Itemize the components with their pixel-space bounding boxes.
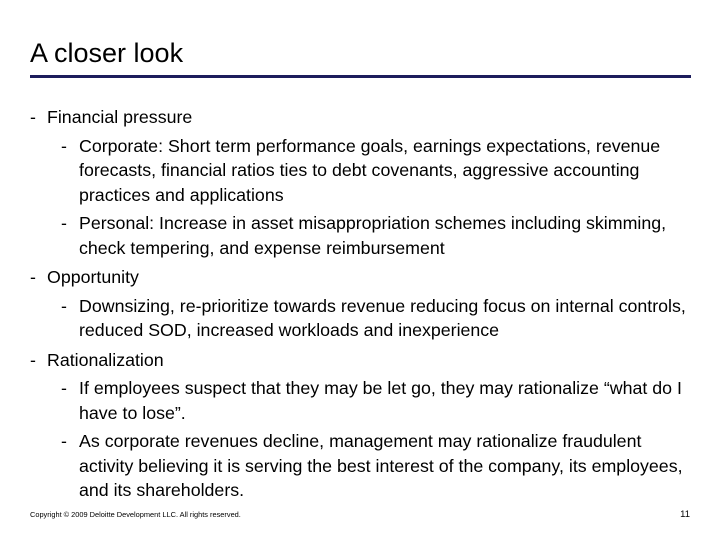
slide-title: A closer look [30, 38, 184, 68]
sub-bullet-employees [30, 376, 695, 425]
title-underline [30, 75, 691, 78]
bullet-text: Downsizing, re-prioritize towards revenue reducing focus on internal controls, reduced SOD, increased workloads and inexperience [79, 295, 686, 340]
bullet-dash: - [61, 378, 67, 398]
sub-bullet-downsizing [30, 294, 695, 343]
bullet-text: Personal: Increase in asset misappropriation schemes including skimming, check tempering, and expense reimbursement [79, 213, 667, 258]
bullet-rationalization [30, 348, 695, 373]
bullet-dash: - [61, 213, 67, 233]
sub-bullet-management [30, 429, 695, 503]
bullet-text: Opportunity [47, 267, 139, 287]
bullet-financial-pressure [30, 105, 695, 130]
sub-bullet-corporate [30, 134, 695, 208]
bullet-text: Rationalization [47, 349, 164, 370]
slide-content [30, 100, 695, 503]
footer-copyright: Copyright © 2009 Deloitte Development LLC. All rights reserved. [30, 510, 241, 519]
sub-bullet-personal [30, 211, 695, 260]
bullet-text: Corporate: Short term performance goals, earnings expectations, revenue forecasts, financial ratios ties to debt covenants, aggressive accounting practices and applications [79, 135, 661, 205]
bullet-opportunity [30, 265, 695, 290]
page-number: 11 [680, 509, 690, 520]
bullet-text: As corporate revenues decline, management may rationalize fraudulent activity believing it is serving the best interest of the company, its employees, and its shareholders. [79, 431, 683, 500]
bullet-text: Financial pressure [47, 107, 193, 127]
bullet-dash: - [30, 267, 36, 287]
bullet-dash: - [61, 135, 67, 156]
bullet-dash: - [30, 107, 36, 127]
bullet-text: If employees suspect that they may be let go, they may rationalize “what do I have to lose”. [79, 378, 682, 423]
bullet-dash: - [61, 431, 67, 451]
bullet-dash: - [30, 349, 36, 370]
bullet-dash: - [61, 295, 67, 316]
